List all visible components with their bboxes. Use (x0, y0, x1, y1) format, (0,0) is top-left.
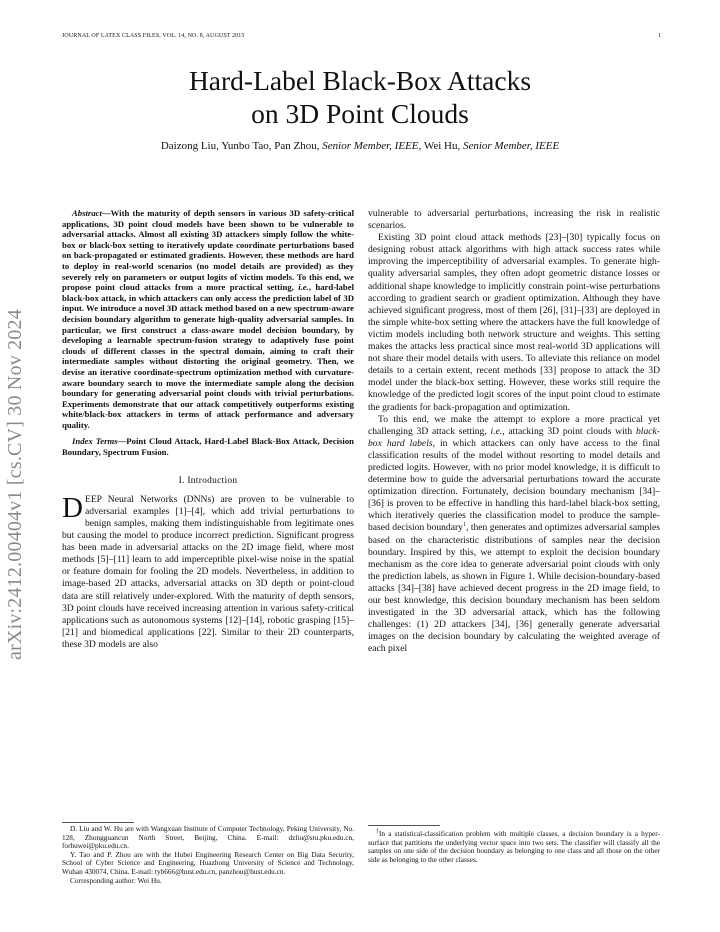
author-role-1: Senior Member, IEEE (322, 140, 419, 152)
intro-p3-text-a: To this end, we make the attempt to explore a more practical yet challenging 3D attack setting, (368, 413, 660, 437)
abstract (62, 208, 354, 430)
intro-p3-text-b: , attacking 3D point clouds with (502, 425, 636, 437)
abstract-text-1: With the maturity of depth sensors in various 3D safety-critical applications, 3D point cloud models have been shown to be vulnerable to adversarial attacks. Almost all existing 3D attackers simply follow the white-box or black-box setting to iteratively update coordinate perturbations based on back-propagated or estimated gradients. However, these methods are hard to deploy in real-world scenarios (no model details are provided) as they severely rely on parameters or output logits of victim models. To this end, we propose point cloud attacks from a more practical setting, (62, 208, 354, 293)
affiliation-footnote-2: Y. Tao and P. Zhou are with the Hubei Engineering Research Center on Big Data Security, School of Cyber Science and Engineering, Huazhong University of Science and Technology, Wuhan 430074, China. E-mail: tyb666@hust.edu.cn, panzhou@hust.edu.cn. (62, 849, 354, 876)
index-terms-label: Index Terms (72, 436, 118, 447)
title-line-1: Hard-Label Black-Box Attacks (188, 65, 532, 96)
author-role-2: Senior Member, IEEE (462, 140, 560, 152)
right-column (368, 208, 660, 655)
affiliation-footnote-1: D. Liu and W. Hu are with Wangxuan Institute of Computer Technology, Peking University, No. 128, Zhongguancun North Street, Beijing, China. E-mail: dzliu@stu.pku.edu.cn, forhuwei@pku.edu.cn. (62, 824, 354, 851)
abstract-ie: i.e. (298, 282, 309, 293)
index-terms (62, 436, 354, 457)
abstract-label: Abstract (72, 208, 102, 218)
running-header: JOURNAL OF LATEX CLASS FILES, VOL. 14, NO. 8, AUGUST 2015 (62, 33, 245, 39)
intro-p3-ie: i.e. (490, 425, 503, 437)
authors-part-2: , Wei Hu, (418, 140, 463, 152)
paper-title (60, 64, 660, 130)
intro-p3-text-c: , in which attackers can only have access to the final classification results of the model without resorting to model details and predicted logits. However, with no prior model knowledge, it is difficult to determine how to guide the adversarial perturbations toward the accurate optimization direction. Fortunately, decision boundary mechanism [34]–[36] is proven to be effective in handling this hard-label black-box setting, which iteratively queries the classification model to produce the sample-based decision boundary (368, 437, 660, 534)
corresponding-author-note: Corresponding author: Wei Hu. (70, 875, 162, 885)
footnote-rule-right (368, 825, 440, 826)
affiliation-footnotes (62, 825, 354, 885)
intro-paragraph-1-continued: vulnerable to adversarial perturbations, increasing the risk in realistic scenarios. (368, 208, 660, 232)
page-number: 1 (658, 33, 662, 39)
index-terms-text: —Point Cloud Attack, Hard-Label Black-Box Attack, Decision Boundary, Spectrum Fusion. (62, 436, 354, 458)
title-line-2: on 3D Point Clouds (251, 98, 469, 129)
abstract-text-2: , hard-label black-box attack, in which attackers can only access the prediction label of 3D input. We introduce a novel 3D attack method based on a new spectrum-aware decision boundary algorithm to generate high-quality adversarial samples. In particular, we first construct a class-aware model decision boundary, by developing a learnable spectrum-fusion strategy to adaptively fuse point clouds of different classes in the spectral domain, aiming to craft their intermediate samples without distorting the original geometry. Then, we devise an iterative coordinate-spectrum optimization method with curvature-aware boundary search to move the intermediate sample along the decision boundary for generating adversarial point clouds with trivial perturbations. Experiments demonstrate that our attack competitively outperforms existing white/black-box attackers in terms of attack performance and adversary quality. (62, 282, 354, 430)
intro-paragraph-1 (62, 491, 354, 651)
footnote-text: In a statistical-classification problem with multiple classes, a decision boundary is a hyper-surface that partitions the underlying vector space into two sets. The classifier will classify all the samples on one side of the decision boundary as belonging to one class and all those on the other side as belonging to the other classes. (368, 829, 660, 864)
intro-p3-emphasis: black-box hard labels (368, 425, 660, 449)
footnote-number: 1 (376, 828, 379, 835)
intro-p3-text-d: , then generates and optimizes adversarial samples based on the characteristic distributions of samples near the decision boundary. Inspired by this, we attempt to exploit the decision boundary mechanism as the core idea to generate adversarial point clouds with only the prediction labels, as shown in Figure 1. While decision-boundary-based attacks [34]–[38] have achieved decent progress in the 2D image field, to our best knowledge, this decision boundary mechanism has been seldom investigated in the 3D adversarial attack, which has the following challenges: (1) 2D attackers [34], [36] generally generate adversarial images on the decision boundary by calculating the weighted average of each pixel (368, 522, 660, 655)
drop-cap: D (62, 491, 83, 524)
footnote-marker: 1 (462, 522, 466, 529)
section-heading-introduction: I. Introduction (178, 475, 238, 486)
footnote-rule-left (62, 822, 134, 823)
left-column (62, 208, 354, 651)
abstract-dash: — (101, 208, 111, 218)
authors-part-1: Daizong Liu, Yunbo Tao, Pan Zhou, (160, 140, 323, 152)
intro-paragraph-3 (368, 414, 660, 656)
intro-p1-text: EEP Neural Networks (DNNs) are proven to be vulnerable to adversarial examples [1]–[4], which add trivial perturbations to benign samples, making them indistinguishable from legitimate ones but causing the model to produce incorrect prediction. Significant progress has been made in adversarial attacks on the 2D image field, where most methods [5]–[11] learn to add imperceptible pixel-wise noise in the spatial or feature domain for fooling the 2D models. Nevertheless, in addition to image-based 2D attacks, adversarial attacks on 3D depth or point-cloud data are still relatively under-explored. With the maturity of depth sensors, 3D point clouds have received increasing attention in various safety-critical applications such as autonomous systems [12]–[14], robotic grasping [15]–[21] and biomedical applications [22]. Similar to their 2D counterparts, these 3D models are also (62, 493, 354, 650)
arxiv-identifier-stamp: arXiv:2412.00404v1 [cs.CV] 30 Nov 2024 (4, 309, 26, 660)
intro-paragraph-2: Existing 3D point cloud attack methods [23]–[30] typically focus on designing robust attack algorithms with high attack success rates while improving the imperceptibility of adversarial examples. To generate high-quality adversarial samples, they often adopt geometric distance losses or additional shape knowledge to implicitly constrain point-wise perturbations according to gradient search or gradient optimization. Although they have achieved significant progress, most of them [26], [31]–[33] are deployed in the simple white-box setting where the attackers have the full knowledge of victim models including both network structure and weights. This setting makes the attacks less practical since most real-world 3D applications will not share their model details with users. To alleviate this reliance on model details to a certain extent, recent methods [33] propose to attack the 3D model under the black-box setting. However, these works still require the knowledge of the predicted logit scores of the input point cloud to estimate the gradients for back-propagation and optimization. (368, 232, 660, 413)
decision-boundary-footnote (368, 830, 660, 864)
author-list (60, 140, 660, 152)
